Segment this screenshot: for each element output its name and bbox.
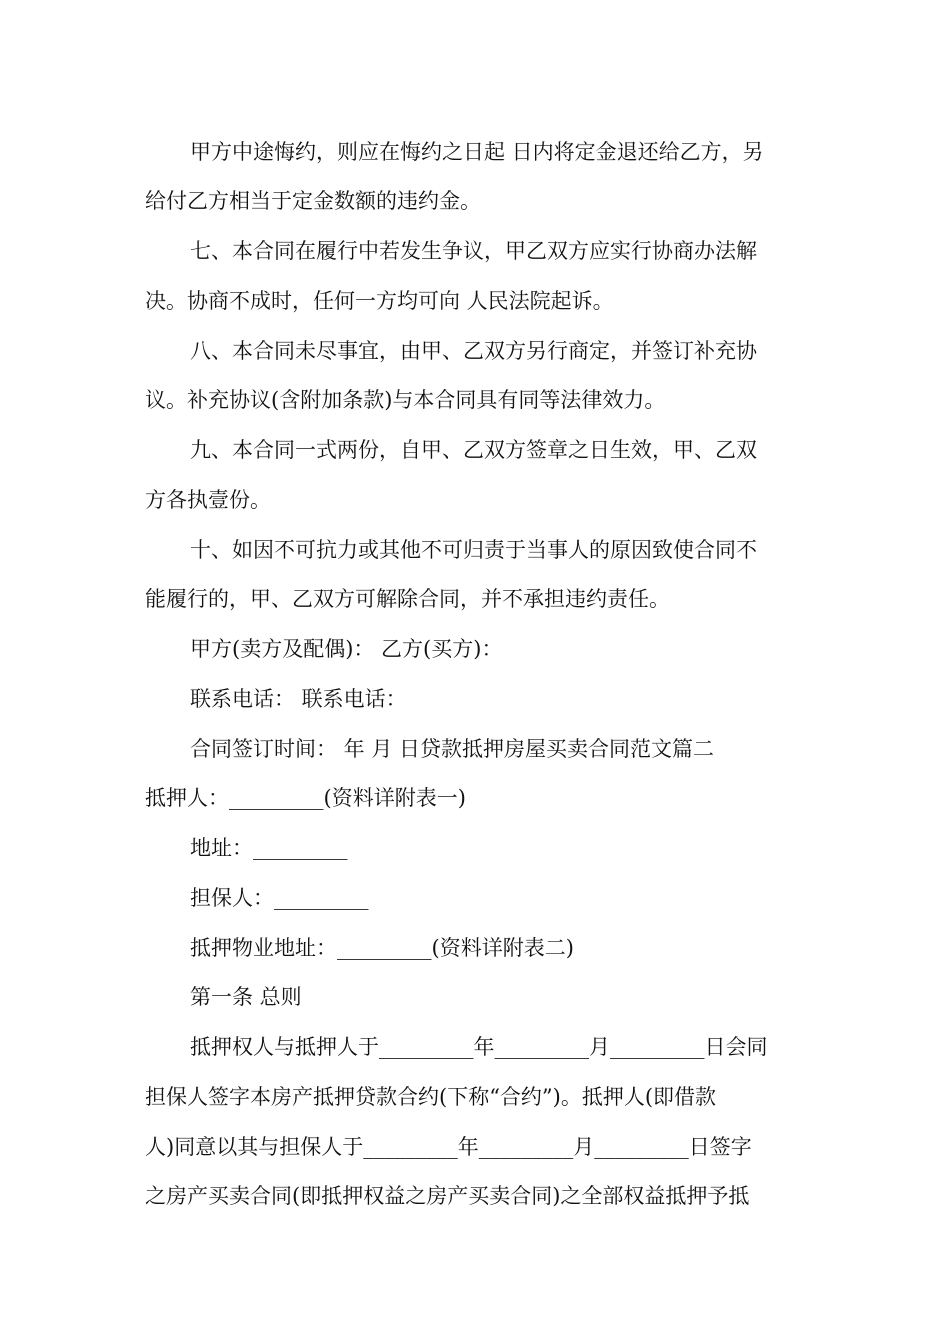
paragraph-text: 担保人签字本房产抵押贷款合约(下称“合约”)。抵押人(即借款 (145, 1085, 717, 1109)
paragraph-text: 方各执壹份。 (145, 488, 271, 512)
clause-8-line-2 (0, 380, 950, 420)
article-1-line-1 (0, 1027, 950, 1067)
guarantor-line (0, 878, 950, 918)
paragraph-text: 甲方中途悔约，则应在悔约之日起 日内将定金退还给乙方，另 (190, 140, 764, 164)
signing-text: 合同签订时间： 年 月 日贷款抵押房屋买卖合同范文篇二 (190, 737, 715, 761)
guarantor-text: 担保人：_________ (190, 886, 369, 910)
clause-10-line-1 (0, 530, 950, 570)
paragraph-text: 之房产买卖合同(即抵押权益之房产买卖合同)之全部权益抵押予抵 (145, 1184, 750, 1208)
address-line (0, 828, 950, 868)
signing-line-2 (0, 778, 950, 818)
phones-text: 联系电话： 联系电话： (190, 687, 407, 711)
phones-line (0, 679, 950, 719)
clause-7-line-2 (0, 281, 950, 321)
signing-line-1 (0, 729, 950, 769)
article-1-heading (0, 977, 950, 1017)
paragraph-text: 七、本合同在履行中若发生争议，甲乙双方应实行协商办法解 (190, 239, 757, 263)
paragraph-text: 八、本合同未尽事宜，由甲、乙双方另行商定，并签订补充协 (190, 339, 757, 363)
paragraph-text: 决。协商不成时，任何一方均可向 人民法院起诉。 (145, 289, 614, 313)
clause-8-line-1 (0, 331, 950, 371)
article-1-line-4 (0, 1176, 950, 1216)
paragraph-text: 给付乙方相当于定金数额的违约金。 (145, 189, 481, 213)
paragraph-text: 议。补充协议(含附加条款)与本合同具有同等法律效力。 (145, 388, 666, 412)
heading-text: 第一条 总则 (190, 985, 302, 1009)
clause-10-line-2 (0, 579, 950, 619)
paragraph-text: 抵押权人与抵押人于_________年_________月_________日会同 (190, 1035, 768, 1059)
article-1-line-2 (0, 1077, 950, 1117)
parties-line (0, 629, 950, 669)
paragraph-1-line-2 (0, 181, 950, 221)
clause-9-line-1 (0, 430, 950, 470)
property-address-line (0, 928, 950, 968)
clause-7-line-1 (0, 231, 950, 271)
paragraph-text: 能履行的，甲、乙双方可解除合同，并不承担违约责任。 (145, 587, 670, 611)
address-text: 地址：_________ (190, 836, 348, 860)
clause-9-line-2 (0, 480, 950, 520)
article-1-line-3 (0, 1127, 950, 1167)
mortgagor-text: 抵押人：_________(资料详附表一) (145, 786, 466, 810)
property-address-text: 抵押物业地址：_________(资料详附表二) (190, 936, 574, 960)
paragraph-text: 九、本合同一式两份，自甲、乙双方签章之日生效，甲、乙双 (190, 438, 757, 462)
paragraph-text: 十、如因不可抗力或其他不可归责于当事人的原因致使合同不 (190, 538, 757, 562)
paragraph-1-line-1 (0, 132, 950, 172)
paragraph-text: 人)同意以其与担保人于_________年_________月_________日签字 (145, 1135, 752, 1159)
parties-text: 甲方(卖方及配偶)： 乙方(买方)： (190, 637, 503, 661)
